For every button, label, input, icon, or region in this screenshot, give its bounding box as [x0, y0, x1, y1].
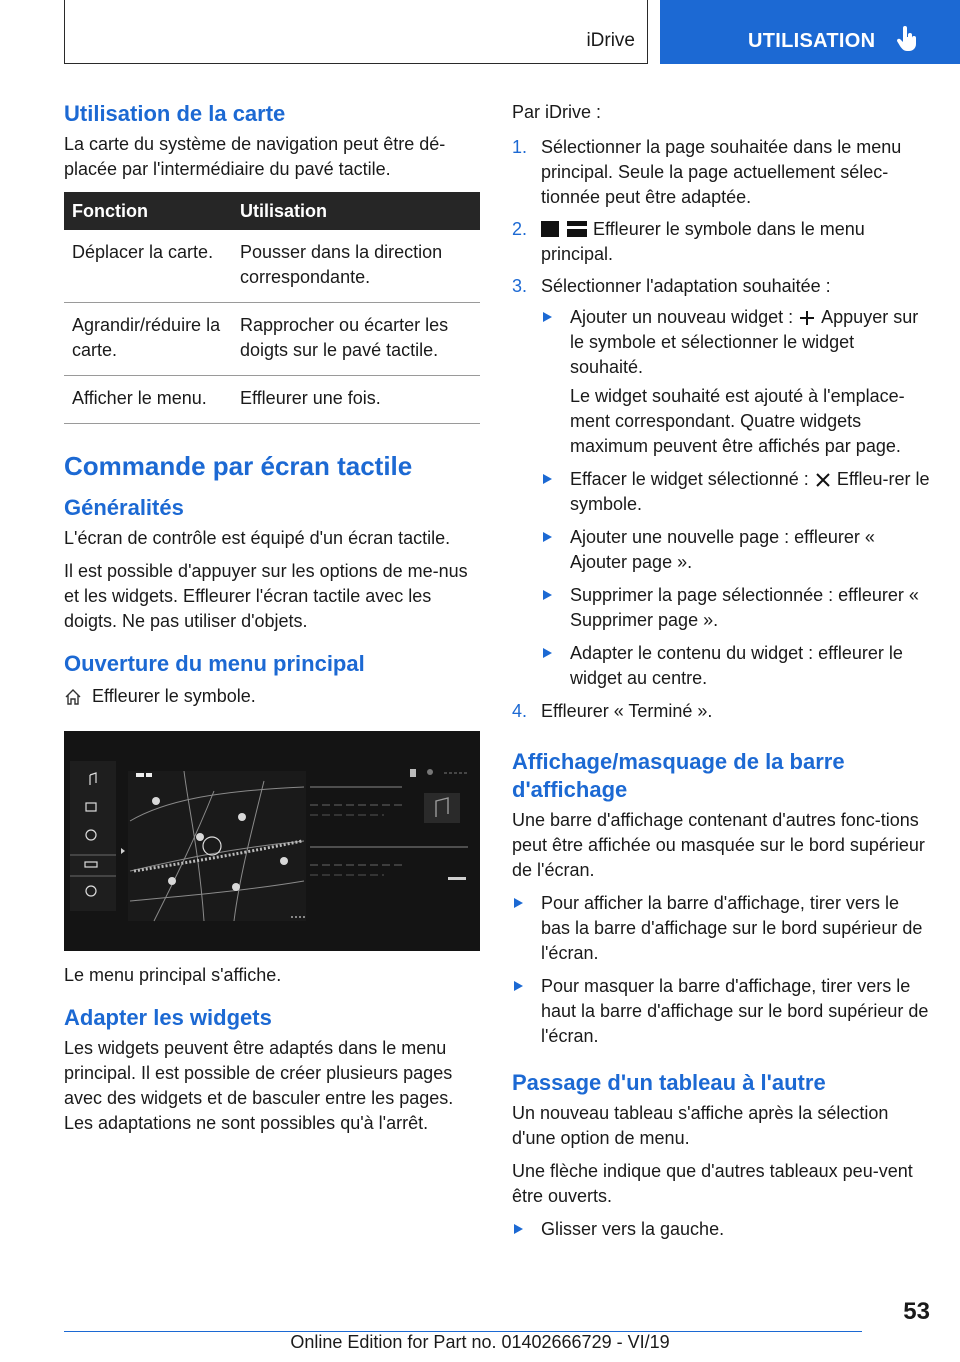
option-text: Ajouter une nouvelle page : effleurer « Ajouter page ». — [570, 527, 875, 572]
general-text-2: Il est possible d'appuyer sur les options de me-nus et les widgets. Effleurer l'écran tactile avec les doigts. Ne pas utiliser d'objets. — [64, 561, 468, 631]
step-number: 3. — [512, 276, 528, 296]
adapt-steps-list — [512, 135, 932, 724]
bullet-triangle-icon — [543, 312, 552, 322]
step-text: Effleurer le symbole dans le menu principal. — [541, 219, 865, 264]
idrive-lead: Par iDrive : — [512, 102, 602, 122]
map-functions-table — [64, 192, 480, 424]
table-header-usage: Utilisation — [232, 192, 480, 230]
close-icon — [815, 472, 831, 488]
idrive-screen-image — [64, 731, 480, 951]
main-menu-screenshot — [64, 731, 480, 951]
list-item — [512, 135, 932, 210]
header-section-title: iDrive — [586, 30, 635, 51]
header-chapter-title: UTILISATION — [748, 30, 876, 52]
widget-settings-icon — [541, 220, 587, 238]
list-item — [512, 974, 932, 1049]
open-menu-instruction — [64, 684, 480, 709]
step-number: 2. — [512, 219, 528, 239]
table-cell: Afficher le menu. — [64, 376, 232, 424]
table-row — [64, 303, 480, 376]
list-item-text: Pour masquer la barre d'affichage, tirer vers le haut la barre d'affichage sur le bord supérieur de l'écran. — [541, 976, 929, 1046]
table-row — [64, 376, 480, 424]
option-text: Effleu-rer le symbole. — [570, 469, 930, 514]
screenshot-caption: Le menu principal s'affiche. — [64, 965, 282, 985]
list-item — [512, 1217, 932, 1242]
display-bar-title: Affichage/masquage de la barre d'affichage — [512, 749, 845, 802]
bullet-triangle-icon — [514, 898, 523, 908]
option-note: Le widget souhaité est ajouté à l'emplace-ment correspondant. Quatre widgets maximum peuvent être affichés par page. — [570, 386, 905, 456]
step-text: Sélectionner la page souhaitée dans le menu principal. Seule la page actuellement sélec-tionnée peut être adaptée. — [541, 137, 902, 207]
table-row — [64, 230, 480, 303]
table-cell: Pousser dans la direction correspondante. — [232, 230, 480, 303]
step-text: Effleurer « Terminé ». — [541, 701, 713, 721]
switch-text-1: Un nouveau tableau s'affiche après la sélection d'une option de menu. — [512, 1103, 889, 1148]
option-text: Supprimer la page sélectionnée : effleurer « Supprimer page ». — [570, 585, 919, 630]
switch-panels-title: Passage d'un tableau à l'autre — [512, 1070, 826, 1095]
widgets-text: Les widgets peuvent être adaptés dans le menu principal. Il est possible de créer plusieurs pages avec des widgets et de basculer entre les pages. Les adaptations ne sont possibles qu'à l'arrêt. — [64, 1038, 454, 1133]
bullet-triangle-icon — [514, 1224, 523, 1234]
option-text: Appuyer sur le symbole et sélectionner le widget souhaité. — [570, 307, 919, 377]
hand-pointer-icon — [896, 26, 918, 52]
widgets-title: Adapter les widgets — [64, 1005, 272, 1030]
table-cell: Déplacer la carte. — [64, 230, 232, 303]
table-header-function: Fonction — [64, 192, 232, 230]
map-use-title: Utilisation de la carte — [64, 101, 286, 126]
step-text: Sélectionner l'adaptation souhaitée : — [541, 276, 831, 296]
general-title: Généralités — [64, 495, 184, 520]
step-number: 4. — [512, 701, 528, 721]
bullet-triangle-icon — [543, 590, 552, 600]
map-use-intro: La carte du système de navigation peut être dé-placée par l'intermédiaire du pavé tactile. — [64, 134, 446, 179]
plus-icon — [799, 310, 815, 326]
table-cell: Agrandir/réduire la carte. — [64, 303, 232, 376]
header-section-box — [64, 0, 648, 64]
list-item — [512, 891, 932, 966]
option-text: Adapter le contenu du widget : effleurer le widget au centre. — [570, 643, 903, 688]
list-item — [541, 525, 932, 575]
list-item — [512, 274, 932, 691]
list-item — [541, 467, 932, 517]
step-number: 1. — [512, 137, 528, 157]
header-chapter-box — [660, 0, 960, 64]
switch-list — [512, 1217, 932, 1242]
list-item — [512, 699, 932, 724]
left-column — [64, 100, 480, 1144]
list-item — [541, 583, 932, 633]
list-item — [541, 641, 932, 691]
list-item-text: Pour afficher la barre d'affichage, tirer vers le bas la barre d'affichage sur le bord supérieur de l'écran. — [541, 893, 923, 963]
bullet-triangle-icon — [543, 474, 552, 484]
table-header-row — [64, 192, 480, 230]
home-icon — [64, 688, 82, 706]
list-item — [512, 217, 932, 267]
page-number: 53 — [903, 1298, 930, 1325]
footer-edition: Online Edition for Part no. 01402666729 - VI/19 — [290, 1332, 670, 1352]
bullet-triangle-icon — [514, 981, 523, 991]
list-item — [541, 305, 932, 459]
table-cell: Rapprocher ou écarter les doigts sur le pavé tactile. — [232, 303, 480, 376]
table-cell: Effleurer une fois. — [232, 376, 480, 424]
adapt-options-list — [541, 305, 932, 691]
display-bar-text: Une barre d'affichage contenant d'autres fonc-tions peut être affichée ou masquée sur le bord supérieur de l'écran. — [512, 810, 925, 880]
bullet-triangle-icon — [543, 648, 552, 658]
list-item-text: Glisser vers la gauche. — [541, 1219, 725, 1239]
open-menu-text: Effleurer le symbole. — [92, 686, 256, 706]
option-text: Effacer le widget sélectionné : — [570, 469, 809, 489]
display-bar-list — [512, 891, 932, 1049]
open-menu-title: Ouverture du menu principal — [64, 651, 365, 676]
touch-section-title: Commande par écran tactile — [64, 451, 413, 481]
option-text: Ajouter un nouveau widget : — [570, 307, 794, 327]
bullet-triangle-icon — [543, 532, 552, 542]
switch-text-2: Une flèche indique que d'autres tableaux peu-vent être ouverts. — [512, 1161, 913, 1206]
right-column — [512, 100, 932, 1250]
general-text-1: L'écran de contrôle est équipé d'un écran tactile. — [64, 528, 451, 548]
